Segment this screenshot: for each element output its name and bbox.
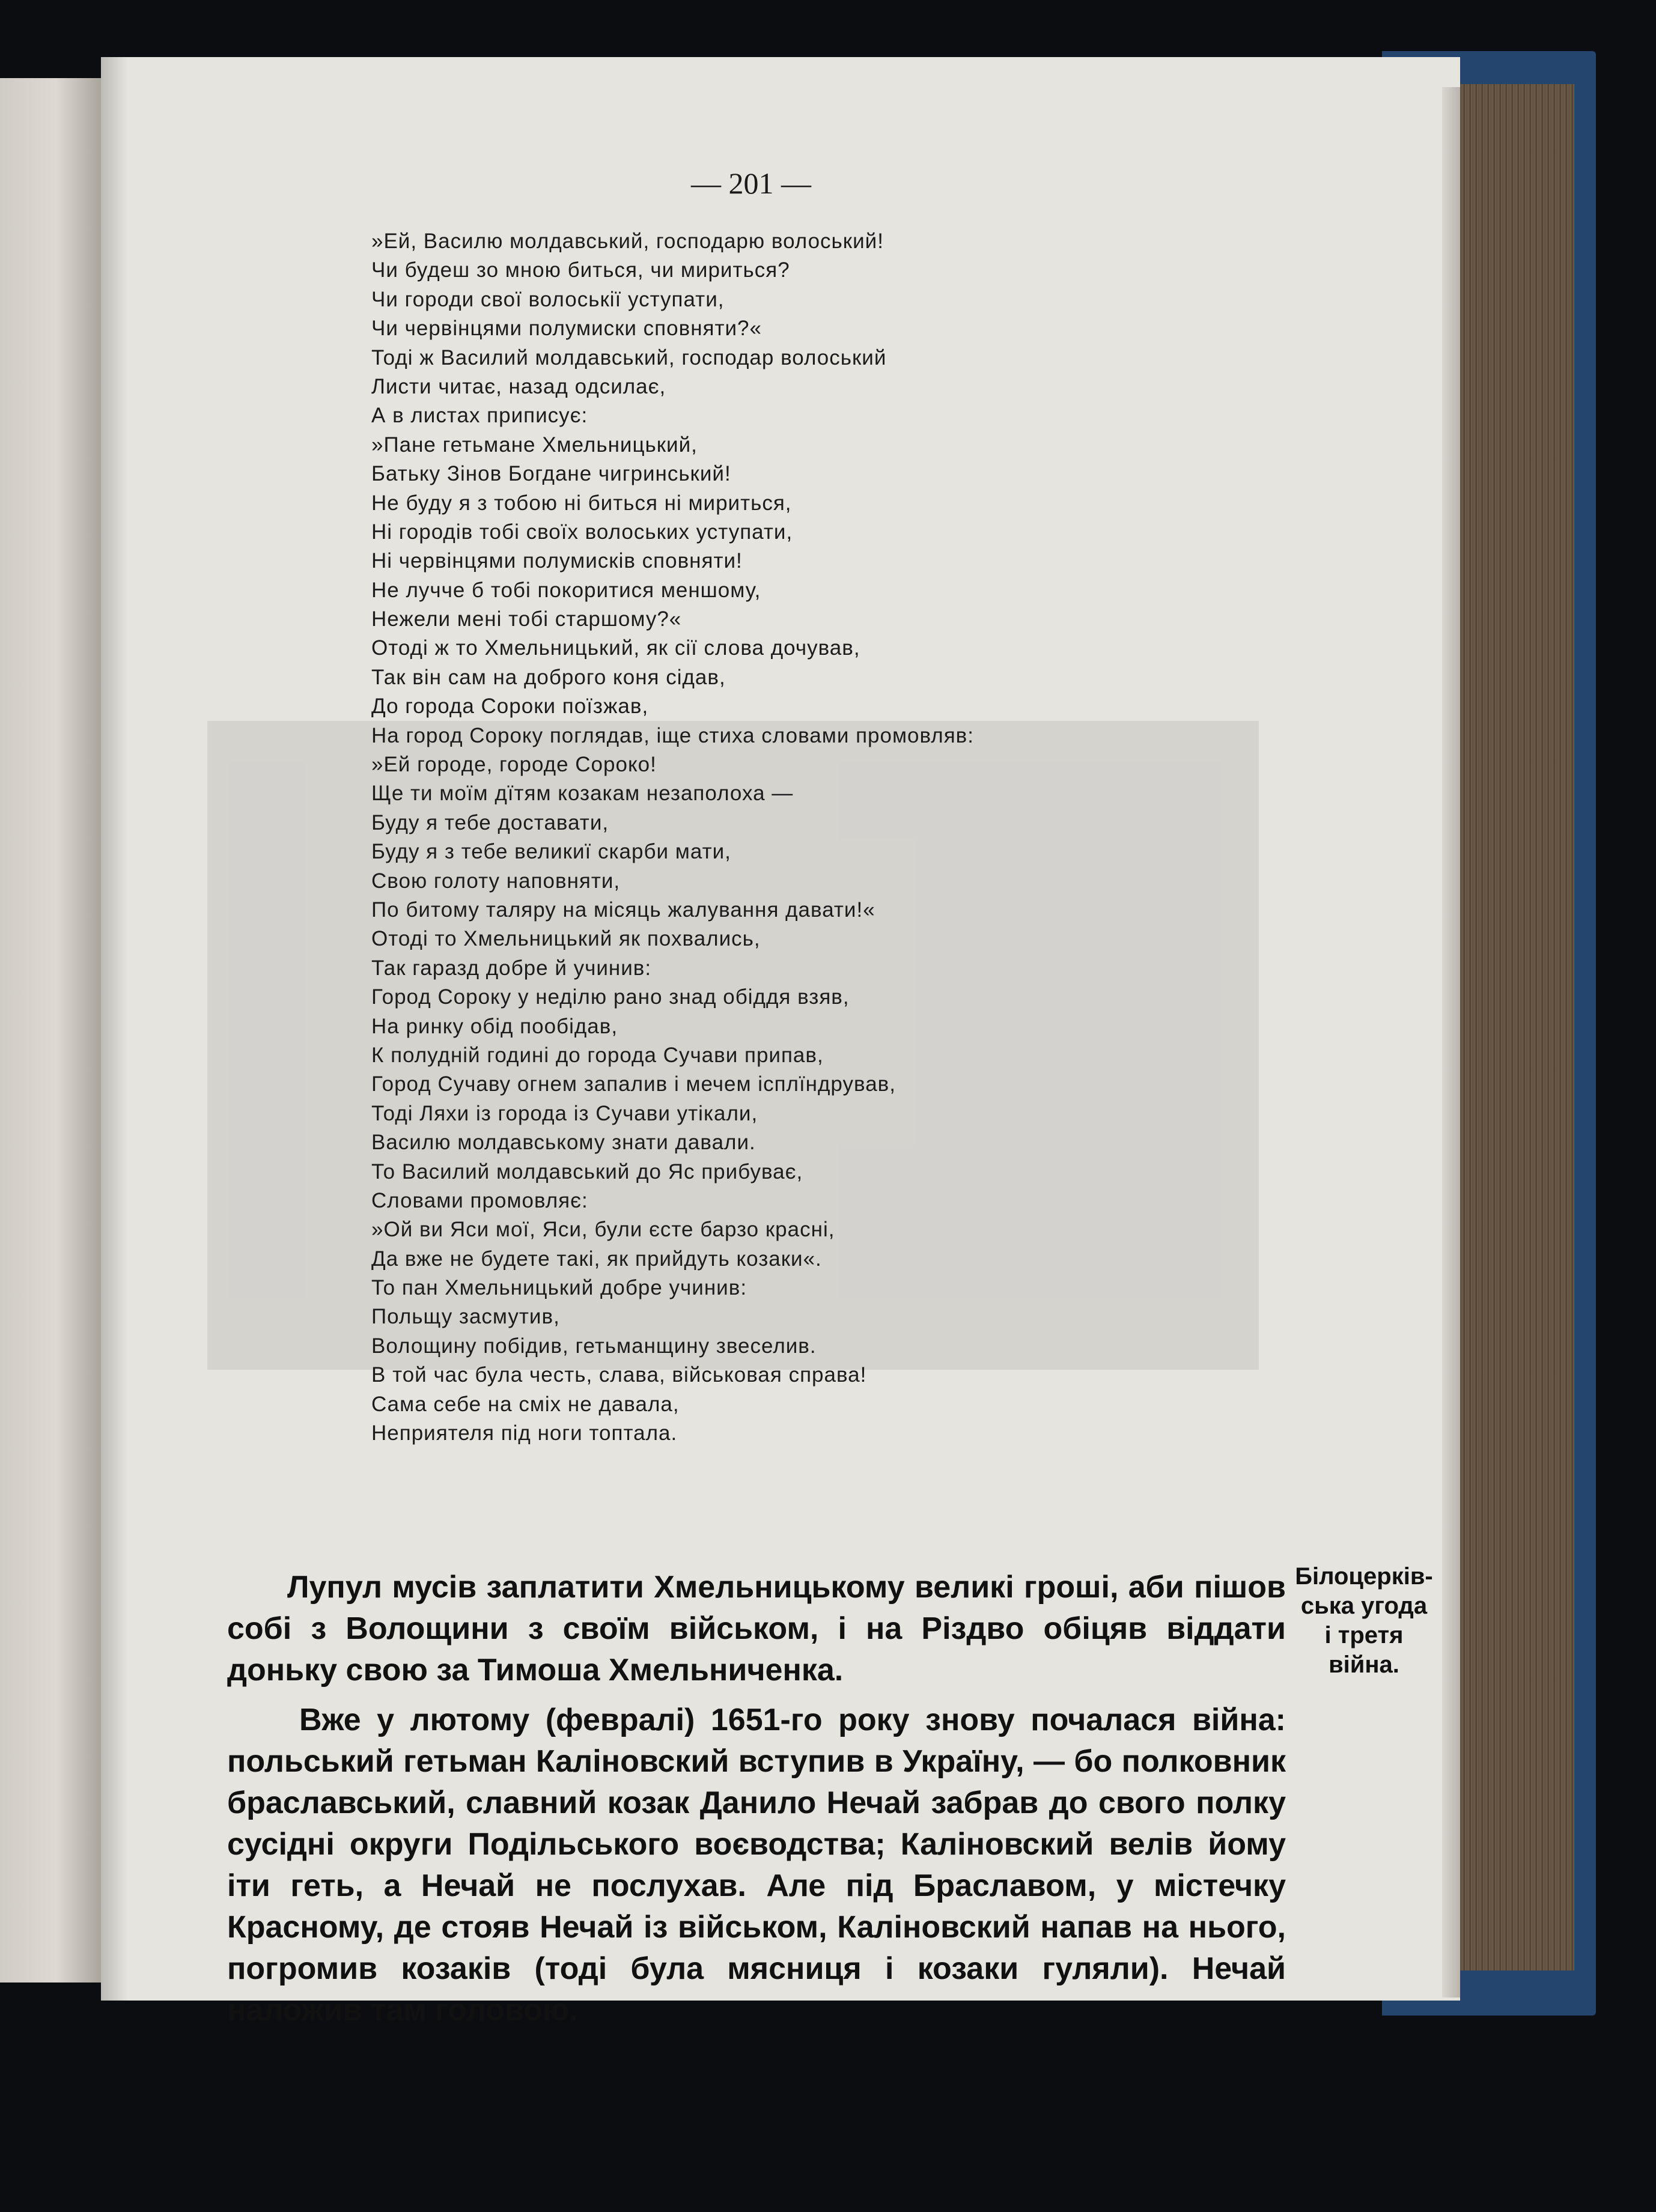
poem-line: Неприятеля під ноги топтала. [371,1421,678,1445]
poem-line: Батьку Зінов Богдане чигринський! [371,462,731,486]
poem-line: Отоді то Хмельницький як похвались, [371,927,761,951]
poem-line: Свою голоту наповняти, [371,869,621,893]
page-fore-edge [1442,87,1460,1998]
poem-line: То Василий молдавський до Яс прибуває, [371,1159,803,1183]
poem-line: Чи городи свої волоськії уступати, [371,287,725,311]
margin-note-line: війна. [1329,1651,1399,1678]
poem-line: На город Сороку поглядав, іще стиха словами промовляв: [371,723,974,747]
poem-line: Не лучче б тобі покоритися меншому, [371,578,761,602]
poem-line: До города Сороки поїзжав, [371,694,649,719]
poem-line: Так гаразд добре й учинив: [371,956,652,980]
poem-line: Ні городів тобі своїх волоських уступати, [371,520,793,544]
gutter-shadow [101,57,128,2001]
poem-line: В той час була честь, слава, військовая справа! [371,1363,867,1387]
poem-line: На ринку обід пообідав, [371,1014,618,1038]
margin-note [1292,1562,1436,1680]
poem-line: »Ей, Василю молдавський, господарю волоський! [371,229,884,253]
page-number: — 201 — [691,166,811,200]
poem-line: К полудній годині до города Сучави припав, [371,1043,824,1067]
margin-note-line: Білоцерків- [1295,1563,1433,1590]
poem [371,227,1321,1448]
poem-line: Словами промовляє: [371,1188,588,1212]
poem-line: Польщу засмутив, [371,1305,560,1329]
poem-line: Отоді ж то Хмельницький, як сії слова дочував, [371,636,860,660]
poem-line: Тоді Ляхи із города із Сучави утікали, [371,1101,758,1125]
poem-line: То пан Хмельницький добре учинив: [371,1276,747,1300]
poem-line: »Ой ви Яси мої, Яси, були єсте барзо красні, [371,1218,835,1242]
poem-line: Город Сучаву огнем запалив і мечем ісплїндрував, [371,1072,896,1096]
poem-line: А в листах приписує: [371,404,588,428]
poem-line: Сама себе на сміх не давала, [371,1392,680,1416]
margin-note-line: ська угода [1300,1593,1428,1619]
poem-line: По битому таляру на місяць жалування давати!« [371,898,875,922]
prose-text [227,1567,1286,2031]
poem-line: Буду я тебе доставати, [371,810,609,834]
poem-line: Ще ти моїм дїтям козакам незаполоха — [371,782,794,806]
poem-line: »Ей городе, городе Сороко! [371,753,657,777]
paragraph: Лупул мусів заплатити Хмельницькому великі гроші, аби пішов собі з Волощини з своїм військом, і на Різдво обіцяв віддати доньку свою за Тимоша Хмельниченка. [227,1570,1286,1688]
poem-line: »Пане гетьмане Хмельницький, [371,433,698,457]
poem-line: Ні червінцями полумисків сповняти! [371,549,743,573]
poem-line: Тоді ж Василий молдавський, господар волоський [371,345,887,369]
poem-line: Нежели мені тобі старшому?« [371,607,682,631]
poem-line: Волощину побідив, гетьманщину звеселив. [371,1334,817,1358]
poem-line: Чи будеш зо мною биться, чи мириться? [371,258,790,282]
margin-note-line: і третя [1324,1622,1404,1648]
poem-line: Город Сороку у неділю рано знад обіддя взяв, [371,985,850,1009]
page-edges [1454,84,1574,1970]
paragraph: Вже у лютому (февралі) 1651-го року знову почалася війна: польський гетьман Каліновский вступив в Україну, — бо полковник браславський, славний козак Данило Нечай забрав до свого полку сусідні округи Подільського воєводства; Каліновский велів йому іти геть, а Нечай не послухав. Але під Браславом, у містечку Красному, де стояв Нечай із військом, Каліновский напав на нього, погромив козаків (тоді була мясниця і козаки гуляли). Нечай наложив там головою. [227,1703,1286,2028]
poem-line: Чи червінцями полумиски сповняти?« [371,317,762,341]
poem-line: Листи читає, назад одсилає, [371,374,666,398]
poem-line: Не буду я з тобою ні биться ні мириться, [371,491,792,515]
poem-line: Василю молдавському знати давали. [371,1131,756,1155]
poem-line: Так він сам на доброго коня сідав, [371,665,726,689]
poem-line: Буду я з тебе великиї скарби мати, [371,840,731,864]
poem-line: Да вже не будете такі, як прийдуть козаки«. [371,1247,822,1271]
left-page [0,78,102,1983]
